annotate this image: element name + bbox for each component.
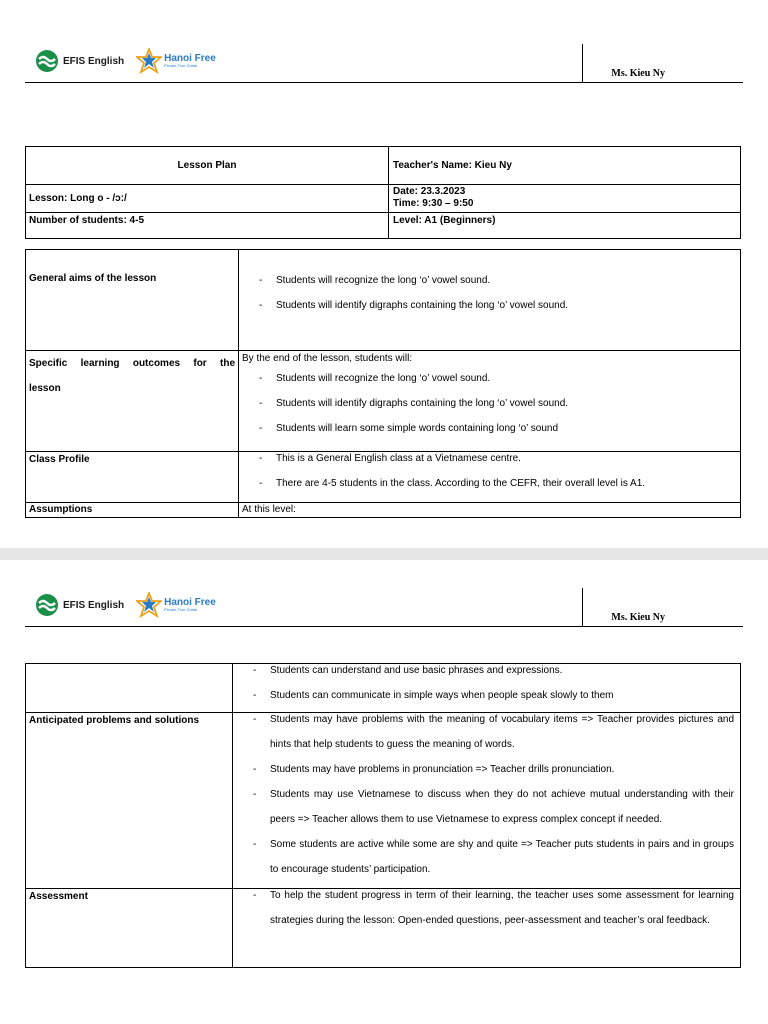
assessment-label: Assessment xyxy=(26,889,233,968)
lesson-date: Date: 23.3.2023 xyxy=(393,186,466,197)
list-item: - Students will recognize the long ‘o’ vowel sound. xyxy=(239,366,734,391)
number-of-students: Number of students: 4-5 xyxy=(26,213,389,239)
problems-list xyxy=(233,707,740,882)
list-item: - Students can communicate in simple ways when people speak slowly to them xyxy=(233,683,734,708)
specific-outcomes-label-line1: Specific learning outcomes for the xyxy=(29,358,235,369)
problems-label: Anticipated problems and solutions xyxy=(26,713,233,889)
list-item: - Students may have problems in pronunciation => Teacher drills pronunciation. xyxy=(233,757,734,782)
hanoi-star-icon xyxy=(136,48,162,74)
efis-brand-text: EFIS English xyxy=(63,599,125,611)
list-item: - To help the student progress in term of their learning, the teacher uses some assessment for learning strategies during the lesson: Open-ended questions, peer-assessment and teacher’s oral feedback. xyxy=(233,883,734,933)
lesson-details-table-continued xyxy=(25,663,741,968)
hanoi-subtitle: Private Tour Guide xyxy=(164,63,198,68)
list-item: - Students will learn some simple words containing long ‘o’ sound xyxy=(239,416,734,441)
page-header xyxy=(25,44,743,83)
list-item: - Students will identify digraphs containing the long ‘o’ vowel sound. xyxy=(239,391,734,416)
specific-outcomes-list xyxy=(239,366,740,441)
list-item: - Students can understand and use basic phrases and expressions. xyxy=(233,658,734,683)
header-teacher-name: Ms. Kieu Ny xyxy=(611,612,665,623)
list-item: - Students may have problems with the meaning of vocabulary items => Teacher provides pictures and hints that help students to guess the meaning of words. xyxy=(233,707,734,757)
lesson-level: Level: A1 (Beginners) xyxy=(389,213,741,239)
list-item: - Students will recognize the long ‘o’ vowel sound. xyxy=(239,268,734,293)
class-profile-list xyxy=(239,446,740,496)
specific-outcomes-label-line2: lesson xyxy=(29,383,61,394)
list-item: - Some students are active while some are shy and quite => Teacher puts students in pairs and in groups to encourage students’ participation. xyxy=(233,832,734,882)
hanoi-star-icon xyxy=(136,592,162,618)
efis-logo-icon xyxy=(35,593,59,617)
lesson-name: Lesson: Long o - /ɔ:/ xyxy=(26,185,389,213)
general-aims-label: General aims of the lesson xyxy=(26,250,239,351)
list-item: - Students will identify digraphs containing the long ‘o’ vowel sound. xyxy=(239,293,734,318)
assumptions-label: Assumptions xyxy=(26,503,239,518)
specific-outcomes-intro: By the end of the lesson, students will: xyxy=(242,353,413,364)
lesson-time: Time: 9:30 – 9:50 xyxy=(393,198,474,209)
hanoi-brand-text: Hanoi Free xyxy=(164,597,216,608)
teacher-name: Teacher's Name: Kieu Ny xyxy=(389,147,741,185)
list-item: - Students may use Vietnamese to discuss when they do not achieve mutual understanding with their peers => Teacher allows them to use Vietnamese to express complex concept if needed. xyxy=(233,782,734,832)
lesson-summary-table xyxy=(25,146,741,239)
page-header xyxy=(25,588,743,627)
header-divider xyxy=(582,44,583,82)
efis-brand-text: EFIS English xyxy=(63,55,125,67)
assumptions-list xyxy=(233,658,740,708)
assumptions-continued-label-cell xyxy=(26,664,233,713)
header-divider xyxy=(582,588,583,626)
class-profile-label: Class Profile xyxy=(26,452,239,503)
hanoi-brand-text: Hanoi Free xyxy=(164,53,216,64)
lesson-details-table xyxy=(25,249,741,518)
assumptions-intro: At this level: xyxy=(239,503,741,518)
efis-logo-icon xyxy=(35,49,59,73)
logo-group xyxy=(35,592,216,618)
general-aims-list xyxy=(239,268,740,318)
logo-group xyxy=(35,48,216,74)
page-2 xyxy=(0,560,768,1024)
header-teacher-name: Ms. Kieu Ny xyxy=(611,68,665,79)
list-item: - This is a General English class at a Vietnamese centre. xyxy=(239,446,734,471)
assessment-list xyxy=(233,883,740,933)
list-item: - There are 4-5 students in the class. According to the CEFR, their overall level is A1. xyxy=(239,471,734,496)
hanoi-subtitle: Private Tour Guide xyxy=(164,607,198,612)
lesson-plan-title: Lesson Plan xyxy=(26,147,389,185)
